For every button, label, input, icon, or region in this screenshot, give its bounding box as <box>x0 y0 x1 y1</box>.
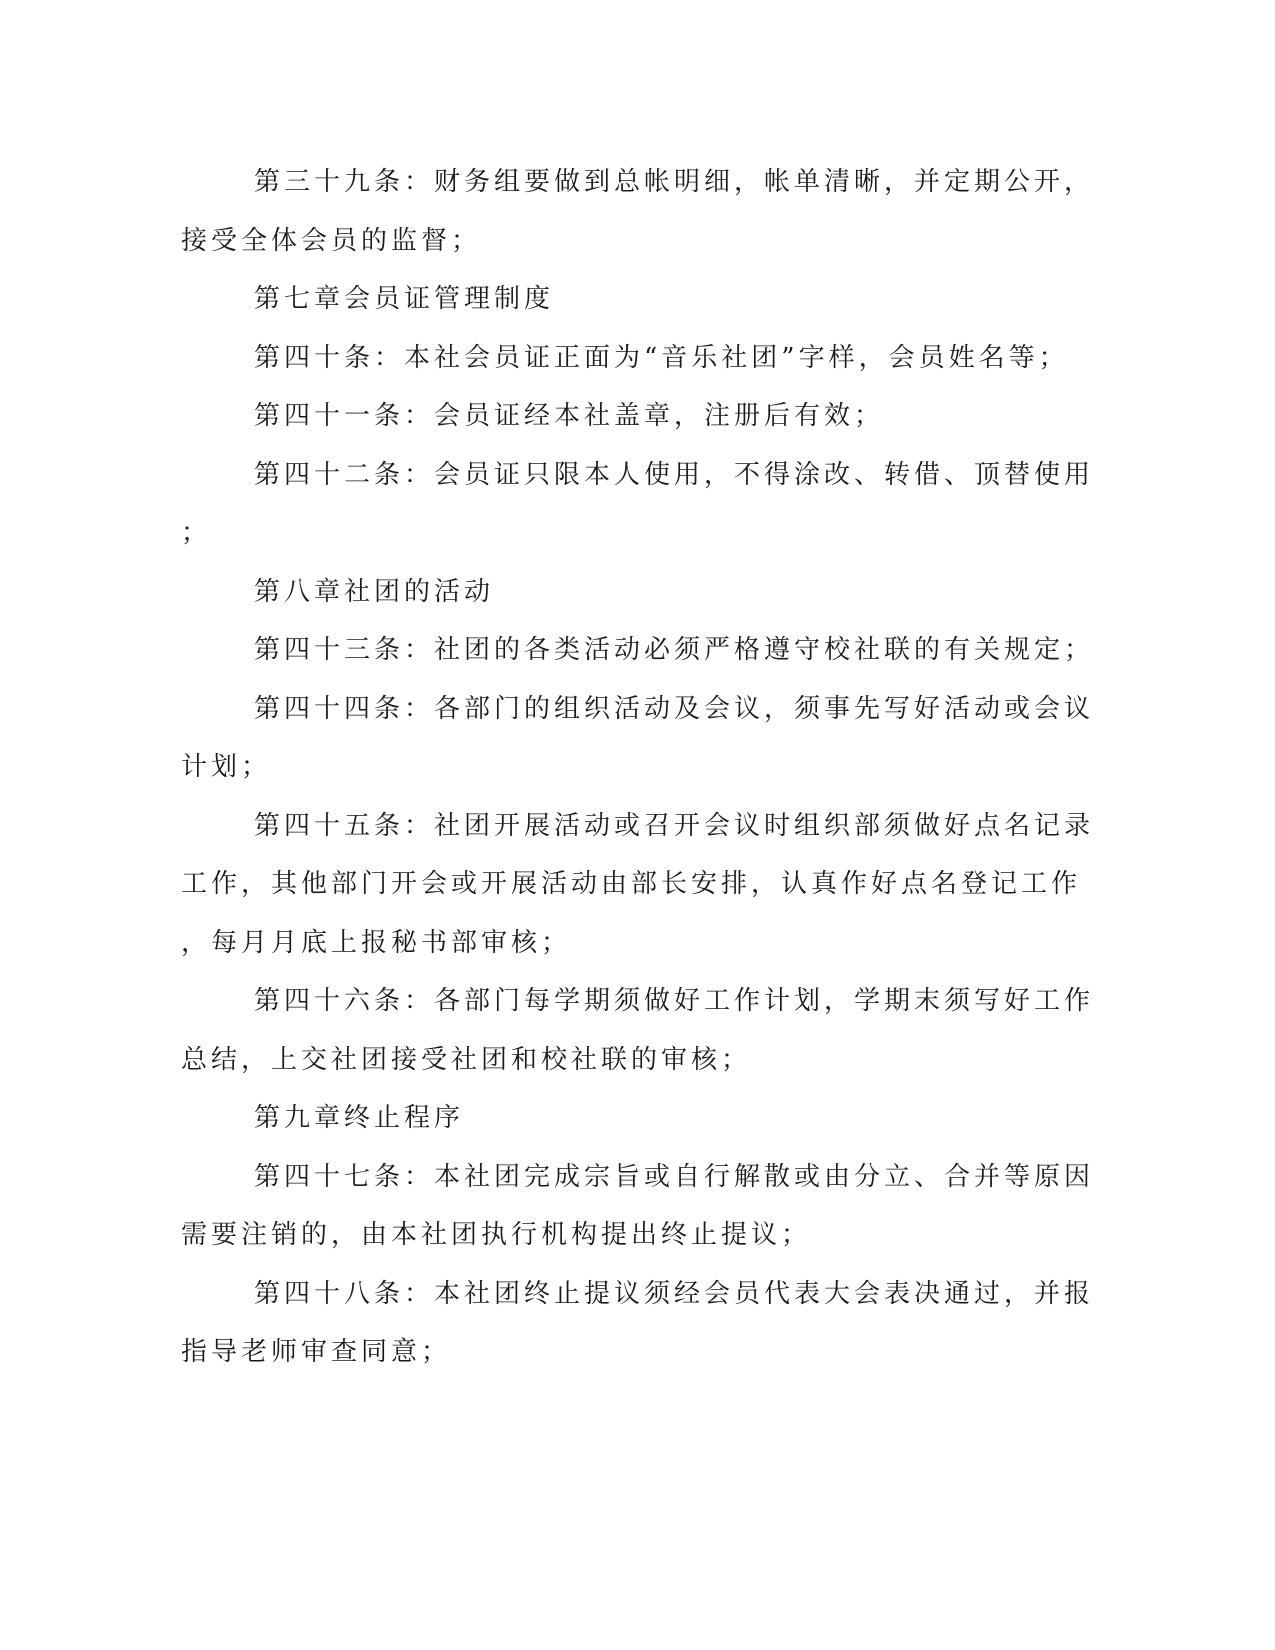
text-line: 第三十九条：财务组要做到总帐明细，帐单清晰，并定期公开， <box>254 167 1095 197</box>
document-body <box>181 160 1095 1389</box>
text-line: 第四十七条：本社团完成宗旨或自行解散或由分立、合并等原因 <box>254 1161 1095 1192</box>
text-line: 第四十条：本社会员证正面为“音乐社团”字样，会员姓名等； <box>254 342 1069 373</box>
text-line: 第四十二条：会员证只限本人使用，不得涂改、转借、顶替使用 <box>254 459 1095 490</box>
text-line: 第四十三条：社团的各类活动必须严格遵守校社联的有关规定； <box>254 635 1095 665</box>
text-line: 第四十一条：会员证经本社盖章，注册后有效； <box>254 401 885 431</box>
text-line: 需要注销的，由本社团执行机构提出终止提议； <box>181 1220 812 1250</box>
text-line: 计划； <box>181 752 272 782</box>
text-line: ，每月月底上报秘书部审核； <box>181 927 572 958</box>
text-line: ； <box>181 518 212 548</box>
text-line: 工作，其他部门开会或开展活动由部长安排，认真作好点名登记工作 <box>181 869 1082 899</box>
text-line: 第四十四条：各部门的组织活动及会议，须事先写好活动或会议 <box>254 693 1095 724</box>
chapter-heading: 第九章终止程序 <box>254 1103 465 1133</box>
text-line: 总结，上交社团接受社团和校社联的审核； <box>181 1044 752 1075</box>
chapter-heading: 第八章社团的活动 <box>254 576 495 607</box>
text-line: 指导老师审查同意； <box>181 1337 452 1367</box>
text-line: 第四十五条：社团开展活动或召开会议时组织部须做好点名记录 <box>254 810 1095 841</box>
text-line: 第四十六条：各部门每学期须做好工作计划，学期末须写好工作 <box>254 986 1095 1016</box>
text-line: 接受全体会员的监督； <box>181 225 482 256</box>
chapter-heading: 第七章会员证管理制度 <box>254 284 555 314</box>
text-line: 第四十八条：本社团终止提议须经会员代表大会表决通过，并报 <box>254 1278 1095 1309</box>
